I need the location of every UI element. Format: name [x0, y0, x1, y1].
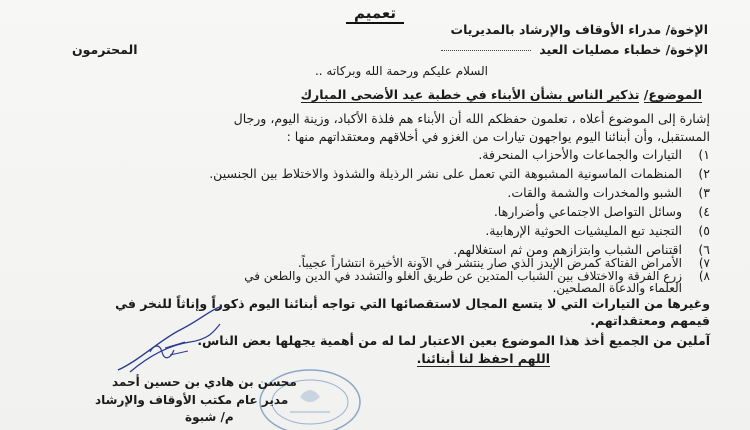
signatory-place: م/ شبوة	[185, 410, 234, 424]
subject-prefix: الموضوع/	[643, 87, 702, 102]
list-item: ٧)الأمراض الفتاكة كمرض الإيدز الذي صار ينتشر في الآونة الأخيرة انتشاراً عجيباً.	[297, 256, 710, 270]
dotted-line	[441, 50, 531, 51]
closing-hope: آملين من الجميع أخذ هذا الموضوع بعين الاعتبار لما له من أهمية يجهلها بعض الناس.	[197, 333, 710, 348]
greeting: السلام عليكم ورحمة الله وبركاته ..	[314, 64, 488, 78]
closing-line-2: قيمهم ومعتقداتهم.	[590, 313, 710, 328]
closing-prayer: اللهم احفظ لنا أبنائنا.	[416, 351, 550, 366]
recipient-line-1	[451, 22, 708, 38]
body-line-2: المستقبل، وأن أبنائنا اليوم يواجهون تيارات من الغزو في أخلاقهم ومعتقداتهم منها :	[286, 129, 710, 144]
list-item: ٤)وسائل التواصل الاجتماعي وأضرارها.	[493, 204, 710, 219]
signatory-title: مدير عام مكتب الأوقاف والإرشاد	[95, 393, 289, 407]
list-item: ٨)زرع الفرقة والاختلاف بين الشباب المتدين عن طريق الغلو والتشدد في الدين والطعن في	[244, 269, 710, 283]
recipient-line-2	[437, 42, 708, 58]
closing-line-1: وغيرها من التيارات التي لا يتسع المجال لاستقصائها التي تواجه أبنائنا اليوم ذكوراً وإناثاً للنخر في	[115, 296, 710, 311]
recipient-suffix: المحترمون	[72, 42, 138, 57]
recipient-prefix: الإخوة/	[665, 42, 708, 57]
recipient-name: مدراء الأوقاف والإرشاد بالمديريات	[450, 22, 662, 37]
list-item: ١)التيارات والجماعات والأحزاب المنحرفة.	[478, 147, 710, 162]
list-item: ٣)الشبو والمخدرات والشمة والقات.	[507, 185, 710, 200]
document-title: تعميم	[0, 4, 750, 22]
handwritten-signature-icon	[110, 300, 230, 380]
subject-text: تذكير الناس بشأن الأبناء في خطبة عيد الأضحى المبارك	[300, 87, 640, 102]
list-item: ٥)التجنيد تبع المليشيات الحوثية الإرهابية.	[485, 223, 710, 238]
signatory-name: محسن بن هادي بن حسين أحمد	[112, 375, 297, 389]
body-line-1: إشارة إلى الموضوع أعلاه ، تعلمون حفظكم الله أن الأبناء هم فلذة الأكباد، وزينة اليوم، ورجال	[233, 111, 710, 126]
recipient-name: خطباء مصليات العيد	[539, 42, 662, 57]
list-item: ٢)المنظمات الماسونية المشبوهة التي تعمل على نشر الرذيلة والشذوذ والاختلاط بين الجنسين.	[209, 166, 710, 181]
list-item-continuation: العلماء والدعاة المصلحين.	[552, 281, 682, 295]
recipient-prefix: الإخوة/	[665, 22, 708, 37]
list-item: ٦)اقتناص الشباب وابتزازهم ومن ثم استغلالهم.	[453, 242, 710, 257]
subject-line	[301, 87, 702, 103]
